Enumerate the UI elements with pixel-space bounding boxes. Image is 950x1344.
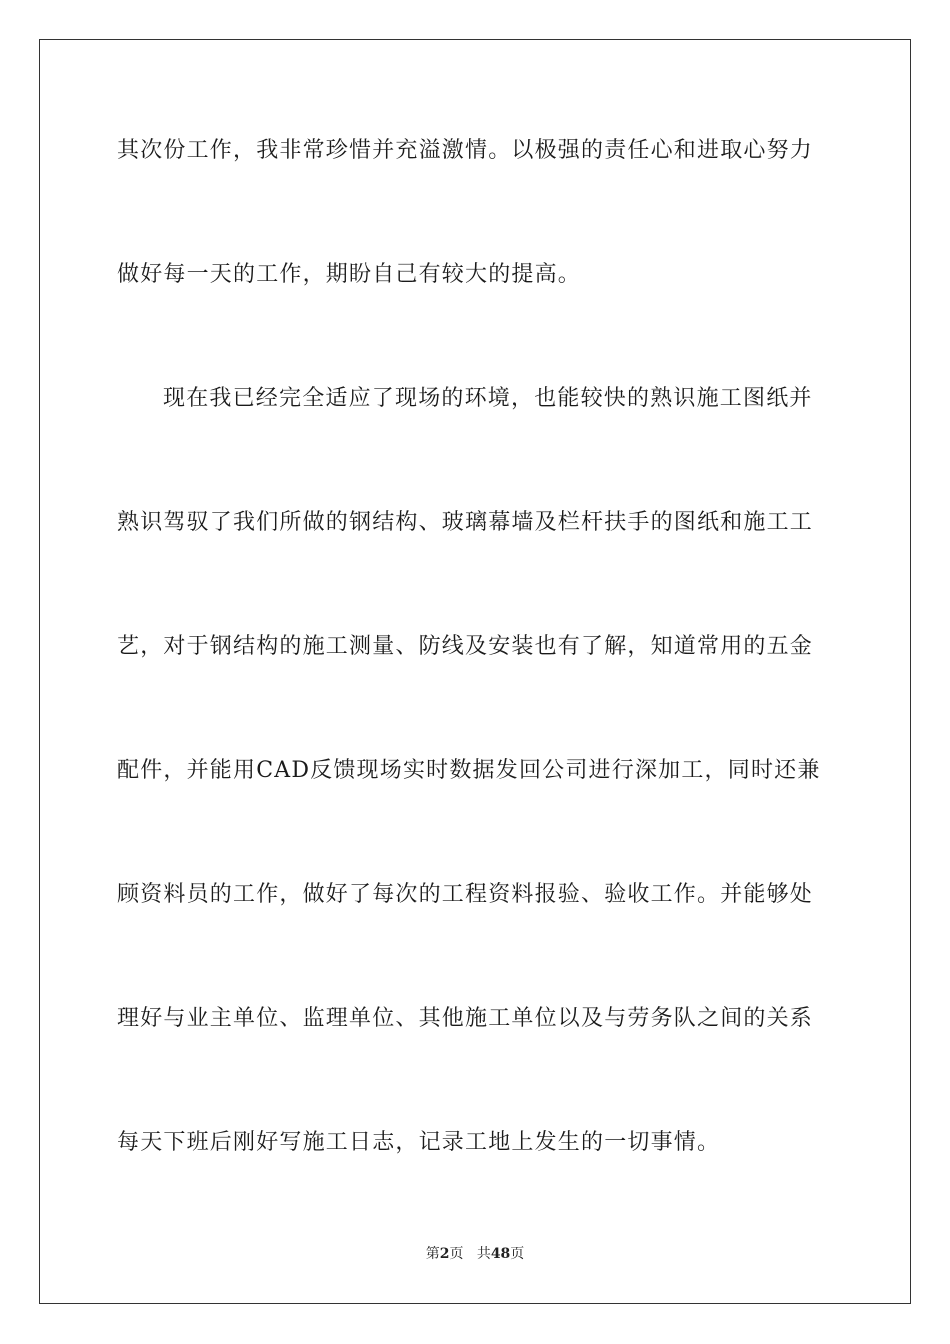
total-prefix: 共 [476,1246,491,1262]
page-prefix: 第 [425,1246,440,1262]
paragraph-first-line: 现在我已经完全适应了现场的环境，也能较快的熟识施工图纸并 [163,386,813,411]
page-border [39,39,911,1304]
current-page-number: 2 [439,1246,450,1262]
body-text-line: 做好每一天的工作，期盼自己有较大的提高。 [117,262,582,287]
body-text-line: 艺，对于钢结构的施工测量、防线及安装也有了解，知道常用的五金 [117,634,814,659]
body-text-line: 理好与业主单位、监理单位、其他施工单位以及与劳务队之间的关系 [117,1006,814,1031]
body-text-line: 熟识驾驭了我们所做的钢结构、玻璃幕墙及栏杆扶手的图纸和施工工 [117,510,814,535]
body-text-line: 其次份工作，我非常珍惜并充溢激情。以极强的责任心和进取心努力 [117,138,814,163]
body-text-line: 每天下班后刚好写施工日志，记录工地上发生的一切事情。 [117,1130,721,1155]
body-text-line: 顾资料员的工作，做好了每次的工程资料报验、验收工作。并能够处 [117,882,814,907]
total-page-count: 48 [490,1246,511,1262]
page-suffix: 页 [449,1246,464,1262]
body-text-line: 配件，并能用CAD反馈现场实时数据发回公司进行深加工，同时还兼 [117,758,821,783]
total-suffix: 页 [510,1246,525,1262]
page-footer [0,1244,950,1264]
